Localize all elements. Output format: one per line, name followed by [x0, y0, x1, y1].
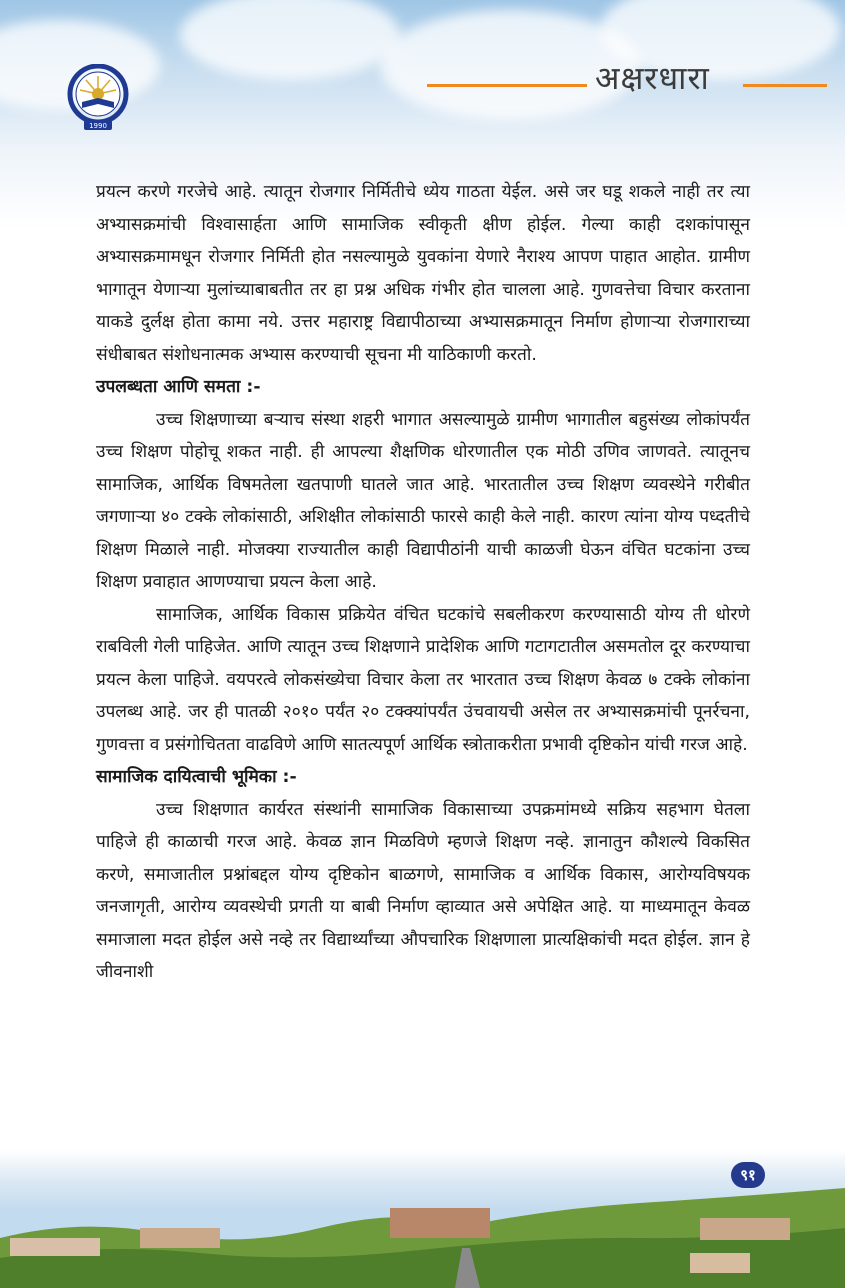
logo-year: 1990 — [89, 122, 107, 130]
building — [390, 1208, 490, 1238]
building — [140, 1228, 220, 1248]
paragraph: सामाजिक, आर्थिक विकास प्रक्रियेत वंचित घटकांचे सबलीकरण करण्यासाठी योग्य ती धोरणे राबविली गेली पाहिजेत. आणि त्यातून उच्च शिक्षणाने प्रादेशिक आणि गटागटातील असमतोल दूर करण्याचा प्रयत्न केला पाहिजे. वयपरत्वे लोकसंख्येचा विचार केला तर भारतात उच्च शिक्षण केवळ ७ टक्के लोकांना उपलब्ध आहे. जर ही पातळी २०१० पर्यंत २० टक्क्यांपर्यंत उंचवायची असेल तर अभ्यासक्रमांची पूनर्रचना, गुणवत्ता व प्रसंगोचितता वाढविणे आणि सातत्यपूर्ण आर्थिक स्त्रोताकरीता प्रभावी दृष्टिकोन यांची गरज आहे. — [96, 604, 750, 755]
building — [690, 1253, 750, 1273]
section-heading: सामाजिक दायित्वाची भूमिका :- — [96, 767, 297, 787]
article-body — [96, 176, 750, 989]
page-number: ९१ — [731, 1162, 765, 1188]
paragraph: उच्च शिक्षणाच्या बऱ्याच संस्था शहरी भागात असल्यामुळे ग्रामीण भागातील बहुसंख्य लोकांपर्यंत उच्च शिक्षण पोहोचू शकत नाही. ही आपल्या शैक्षणिक धोरणातील एक मोठी उणिव जाणवते. त्यातूनच सामाजिक, आर्थिक विषमतेला खतपाणी घातले जात आहे. भारतातील उच्च शिक्षण व्यवस्थेने गरीबीत जगणाऱ्या ४० टक्के लोकांसाठी, अशिक्षीत लोकांसाठी फारसे काही केले नाही. कारण त्यांना योग्य पध्दतीचे शिक्षण मिळाले नाही. मोजक्या राज्यातील काही विद्यापीठांनी याची काळजी घेऊन वंचित घटकांना उच्च शिक्षण प्रवाहात आणण्याचा प्रयत्न केला आहे. — [96, 409, 750, 592]
paragraph: उच्च शिक्षणात कार्यरत संस्थांनी सामाजिक विकासाच्या उपक्रमांमध्ये सक्रिय सहभाग घेतला पाहिजे ही काळाची गरज आहे. केवळ ज्ञान मिळविणे म्हणजे शिक्षण नव्हे. ज्ञानातुन कौशल्ये विकसित करणे, समाजातील प्रश्नांबद्दल योग्य दृष्टिकोन बाळगणे, सामाजिक व आर्थिक विकास, आरोग्यविषयक जनजागृती, आरोग्य व्यवस्थेची प्रगती या बाबी निर्माण व्हाव्यात असे अपेक्षित आहे. या माध्यमातून केवळ समाजाला मदत होईल असे नव्हे तर विद्यार्थ्यांच्या औपचारिक शिक्षणाला प्रात्यक्षिकांची मदत होईल. ज्ञान हे जीवनाशी — [96, 799, 750, 982]
university-logo — [62, 64, 134, 130]
paragraph: प्रयत्न करणे गरजेचे आहे. त्यातून रोजगार निर्मितीचे ध्येय गाठता येईल. असे जर घडू शकले नाही तर त्या अभ्यासक्रमांची विश्वासार्हता आणि सामाजिक स्वीकृती क्षीण होईल. गेल्या काही दशकांपासून अभ्यासक्रमामधून रोजगार निर्मिती होत नसल्यामुळे युवकांना येणारे नैराश्य आपण पाहात आहोत. ग्रामीण भागातून येणाऱ्या मुलांच्याबाबतीत तर हा प्रश्न अधिक गंभीर होत चालला आहे. गुणवत्तेचा विचार करताना याकडे दुर्लक्ष होता कामा नये. उत्तर महाराष्ट्र विद्यापीठाच्या अभ्यासक्रमातून निर्माण होणाऱ्या रोजगाराच्या संधीबाबत संशोधनात्मक अभ्यास करण्याची सूचना मी याठिकाणी करतो. — [96, 182, 750, 365]
brand-rule-left — [427, 84, 587, 87]
section-heading: उपलब्धता आणि समता :- — [96, 377, 261, 397]
brand-rule-right — [743, 84, 827, 87]
building — [700, 1218, 790, 1240]
campus-landscape — [0, 1178, 845, 1288]
building — [10, 1238, 100, 1256]
brand-title: अक्षरधारा — [595, 59, 710, 97]
header-brand — [427, 58, 827, 98]
